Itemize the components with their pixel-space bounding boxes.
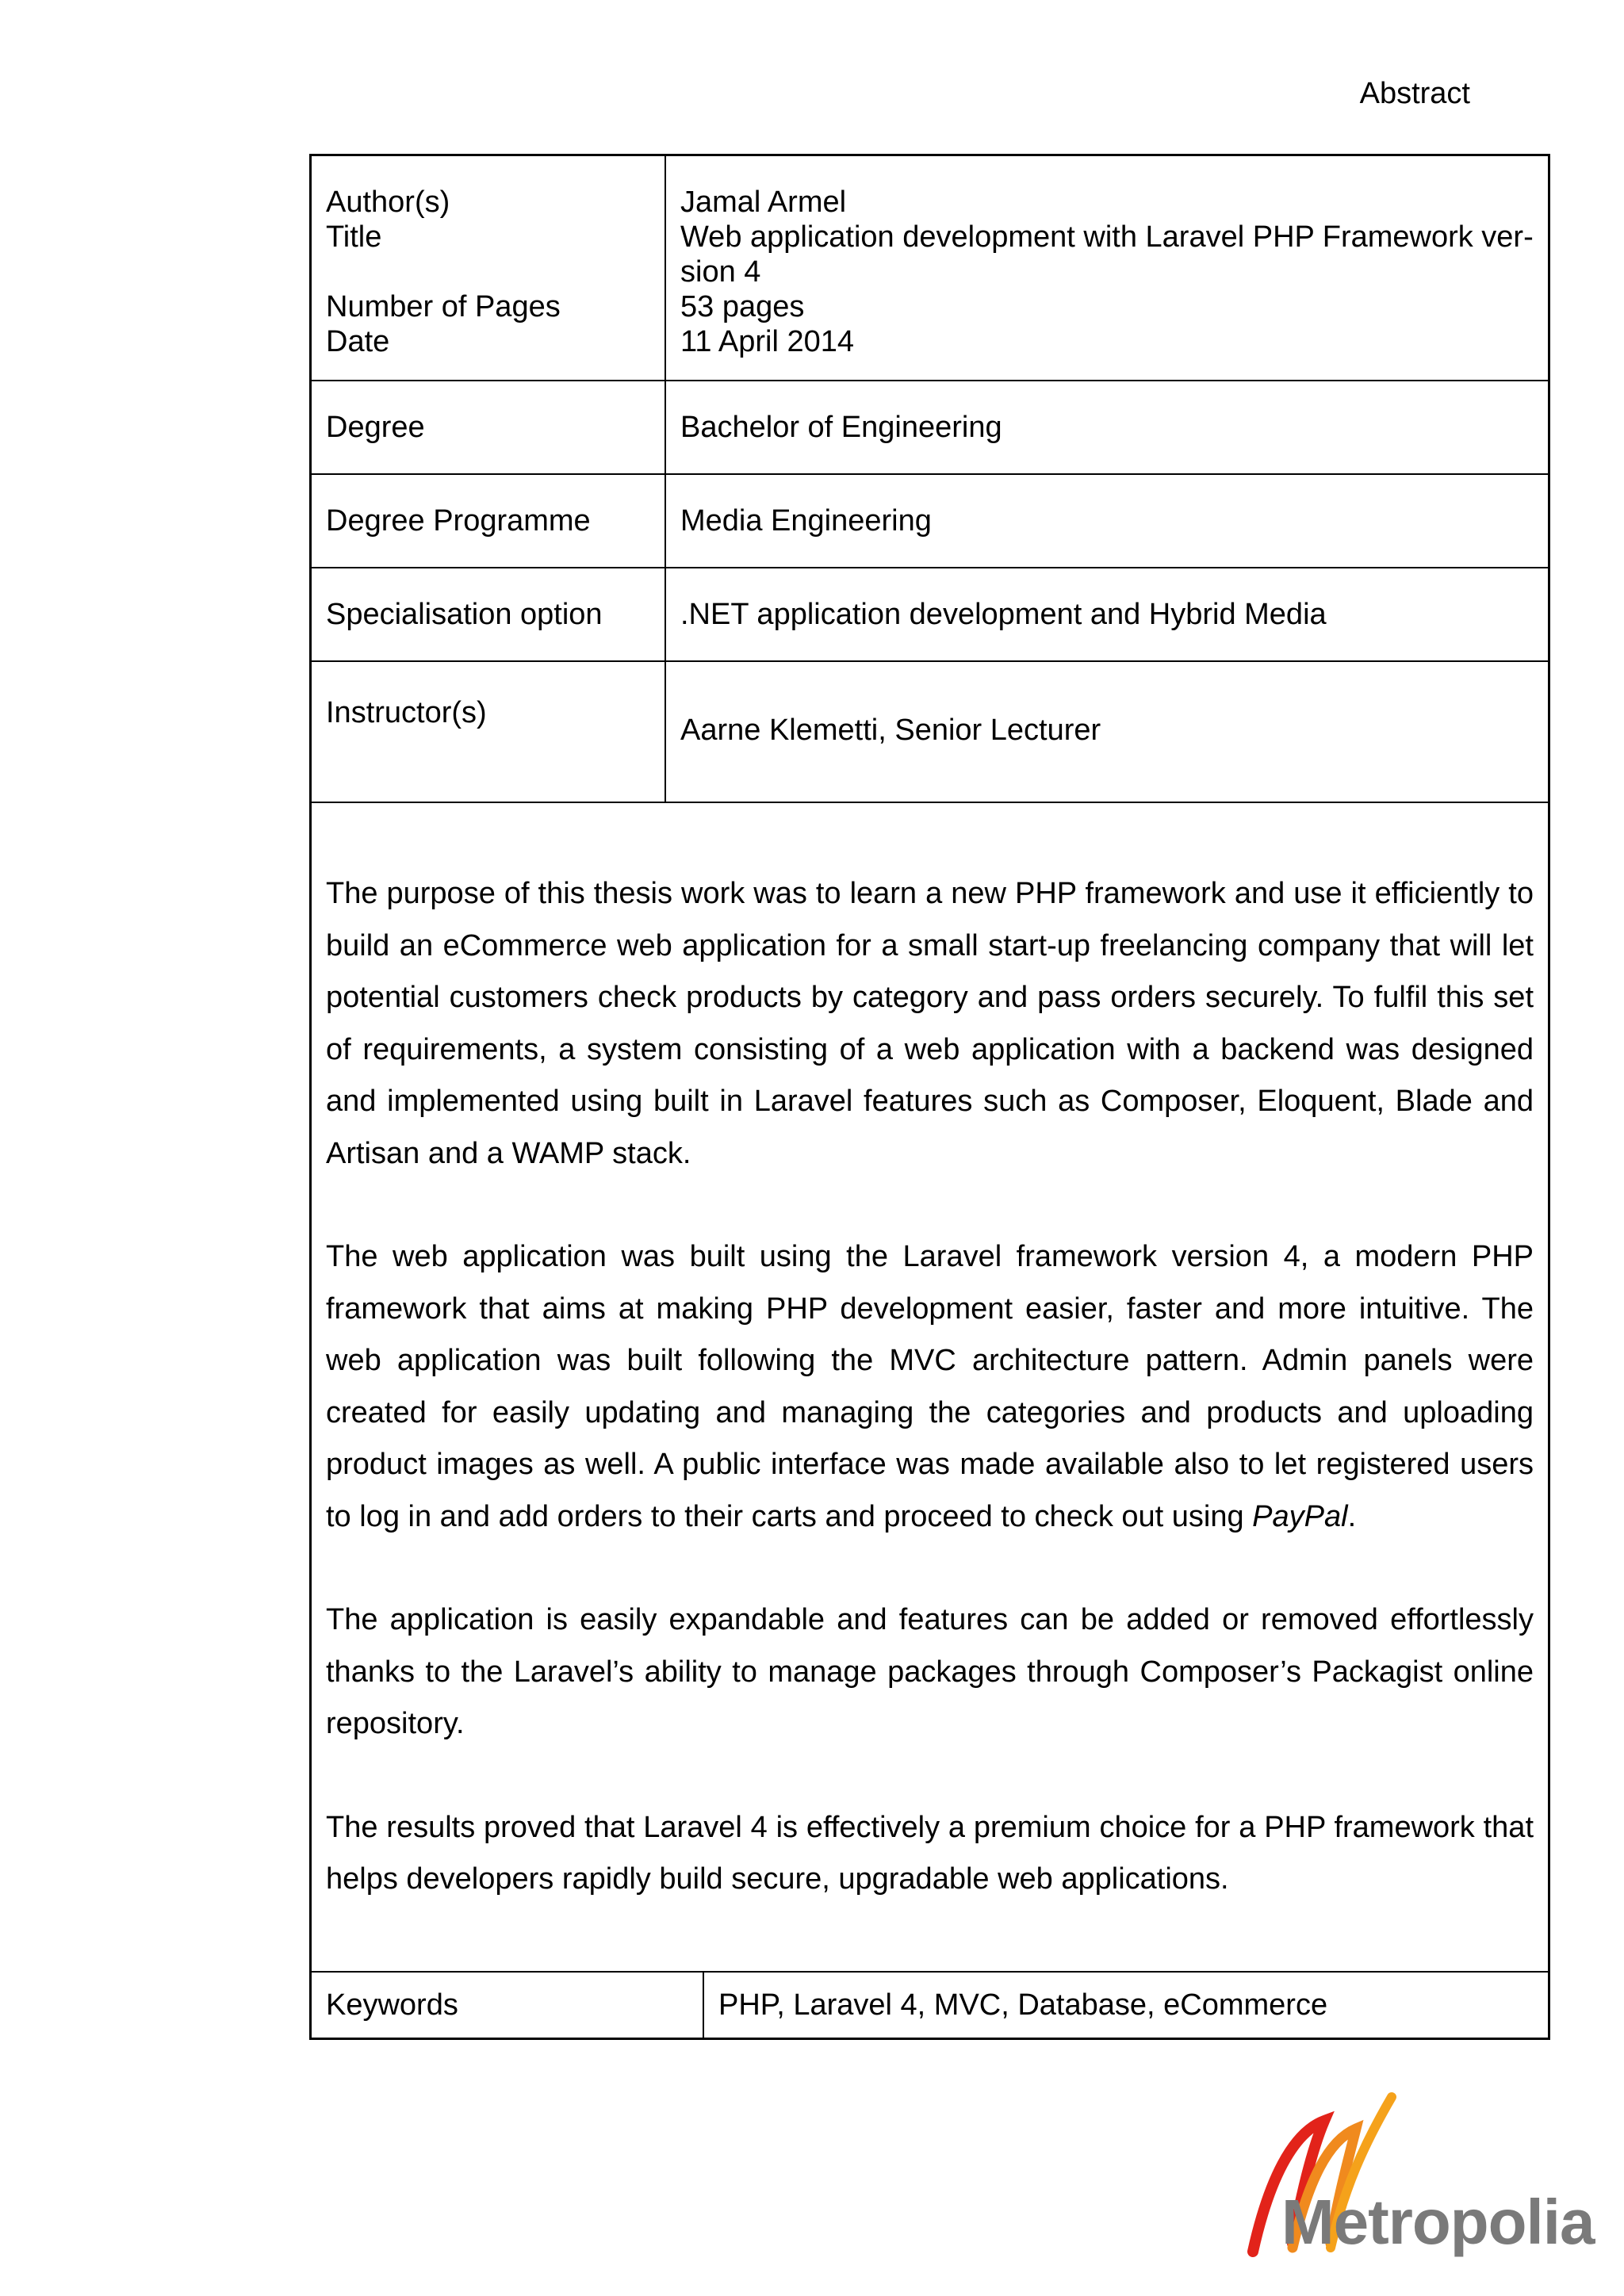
title-label: Title: [326, 220, 382, 254]
specialisation-label: Specialisation option: [312, 568, 666, 660]
degree-value: Bachelor of Engineering: [680, 411, 1002, 444]
date-label: Date: [326, 325, 390, 358]
paypal-text: PayPal: [1252, 1499, 1348, 1533]
author-value: Jamal Armel: [680, 186, 847, 219]
metadata-labels: [312, 156, 666, 380]
keywords-label: Keywords: [312, 1973, 704, 2038]
author-label: Author(s): [326, 186, 450, 219]
programme-row: [312, 475, 1548, 568]
abstract-body: [312, 803, 1548, 1973]
keywords-row: [312, 1973, 1548, 2038]
instructors-row: [312, 662, 1548, 803]
pages-label: Number of Pages: [326, 290, 561, 323]
degree-label: Degree: [312, 381, 666, 473]
pages-value: 53 pages: [680, 290, 805, 323]
instructors-label: Instructor(s): [312, 662, 666, 802]
metadata-row: [312, 156, 1548, 381]
title-value-line1: Web application development with Laravel PHP Framework ver-: [680, 220, 1534, 254]
abstract-paragraph-end: .: [1347, 1499, 1357, 1533]
abstract-paragraph: [326, 1231, 1534, 1543]
abstract-paragraph-text: The web application was built using the Laravel framework version 4, a modern PHP framework that aims at making PHP development easier, faster and more intuitive. The web application was built following the MVC architecture pattern. Admin panels were created for easily updating and managing the categories and products and uploading product images as well. A public interface was made available also to let registered users to log in and add orders to their carts and proceed to check out using: [326, 1240, 1534, 1533]
degree-row: [312, 381, 1548, 475]
metropolia-logo-text: Metropolia: [1281, 2187, 1595, 2257]
abstract-table: [309, 154, 1550, 2040]
programme-value: Media Engineering: [680, 504, 932, 538]
page-header-label: Abstract: [1359, 77, 1470, 110]
keywords-value: PHP, Laravel 4, MVC, Database, eCommerce: [718, 1988, 1328, 2022]
instructors-value: Aarne Klemetti, Senior Lecturer: [680, 714, 1101, 747]
specialisation-row: [312, 568, 1548, 662]
metadata-values: [666, 156, 1548, 380]
title-value-line2: sion 4: [680, 255, 761, 289]
abstract-paragraph: The purpose of this thesis work was to learn a new PHP framework and use it efficiently to build an eCommerce web application for a small start-up freelancing company that will let potential customers check products by category and pass orders securely. To fulfil this set of requirements, a system consisting of a web application with a backend was designed and implemented using built in Laravel features such as Composer, Eloquent, Blade and Artisan and a WAMP stack.: [326, 877, 1534, 1170]
specialisation-value: .NET application development and Hybrid Media: [680, 598, 1327, 631]
date-value: 11 April 2014: [680, 325, 855, 358]
abstract-paragraph: The results proved that Laravel 4 is effectively a premium choice for a PHP framework that helps developers rapidly build secure, upgradable web applications.: [326, 1810, 1534, 1896]
abstract-paragraph: The application is easily expandable and features can be added or removed effortlessly thanks to the Laravel’s ability to manage packages through Composer’s Packagist online repository.: [326, 1603, 1534, 1740]
programme-label: Degree Programme: [312, 475, 666, 567]
